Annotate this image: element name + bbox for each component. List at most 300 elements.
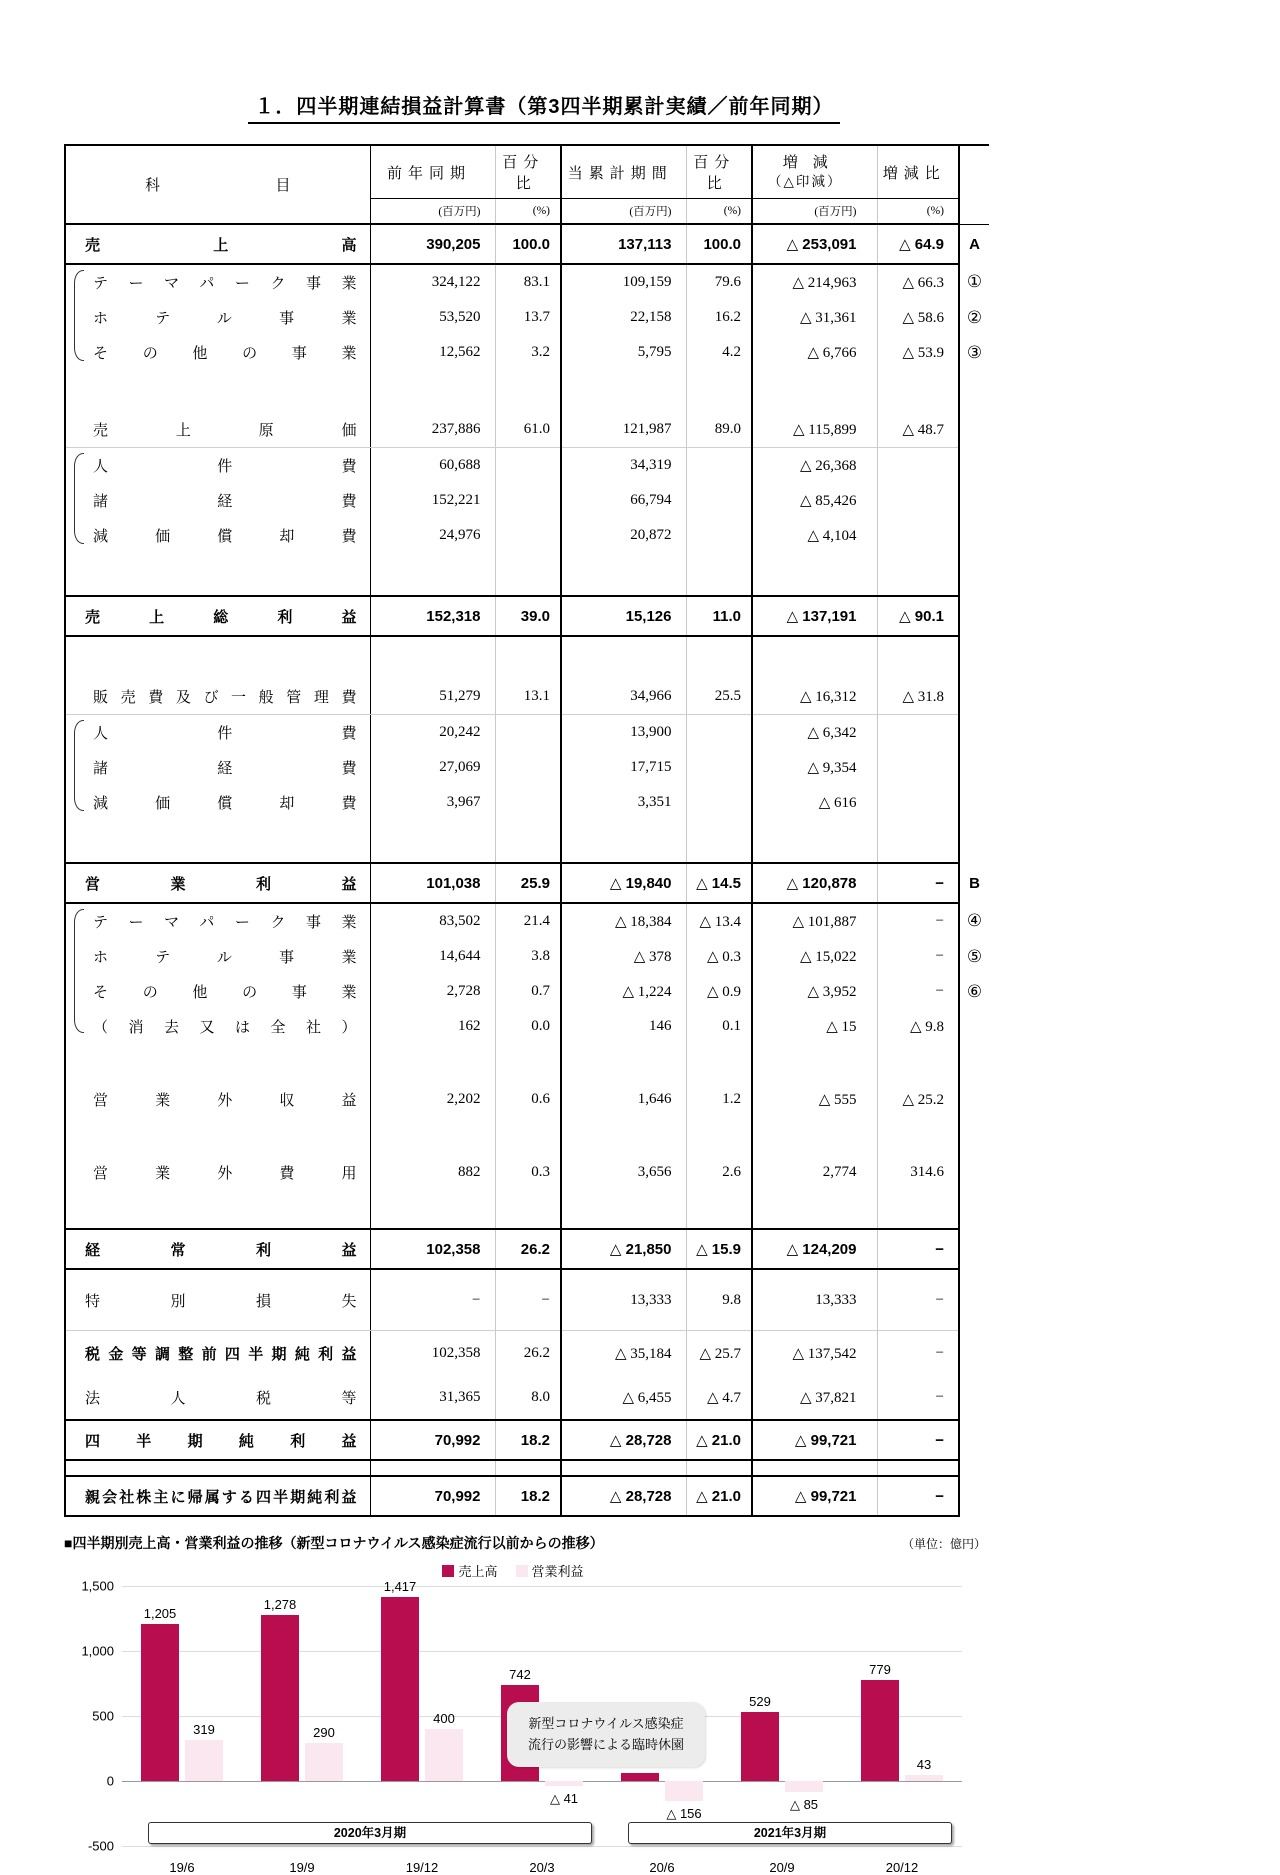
table-body bbox=[65, 224, 989, 1516]
x-tick-label: 20/9 bbox=[769, 1860, 795, 1875]
y-tick-label: -500 bbox=[87, 1838, 114, 1854]
prev-year-value-cell bbox=[370, 553, 495, 596]
row-marker bbox=[959, 1044, 989, 1082]
change-value-cell: △ 9,354 bbox=[752, 750, 877, 785]
profit-bar bbox=[425, 1729, 463, 1781]
change-value-cell: △ 115,899 bbox=[752, 412, 877, 448]
bar-value-label: △ 156 bbox=[666, 1806, 702, 1821]
current-value-cell: △ 19,840 bbox=[561, 863, 686, 903]
x-tick-label: 20/3 bbox=[529, 1860, 555, 1875]
prev-year-value-cell bbox=[370, 820, 495, 863]
table-row bbox=[65, 679, 989, 715]
row-marker bbox=[959, 483, 989, 518]
row-marker: ⑥ bbox=[966, 981, 983, 1001]
table-row bbox=[65, 1009, 989, 1044]
unit-ratio: (%) bbox=[877, 199, 959, 225]
item-label-cell: 営業外収益 bbox=[65, 1082, 370, 1117]
current-value-cell: △ 6,455 bbox=[561, 1375, 686, 1420]
row-marker bbox=[959, 412, 989, 448]
item-label-cell: 税金等調整前四半期純利益 bbox=[65, 1331, 370, 1376]
prev-year-value-cell: 12,562 bbox=[370, 335, 495, 370]
current-percent-cell: △ 0.3 bbox=[686, 939, 752, 974]
row-marker bbox=[959, 1082, 989, 1117]
current-percent-cell: △ 21.0 bbox=[686, 1476, 752, 1516]
change-value-cell bbox=[752, 1117, 877, 1155]
prev-year-value-cell: 53,520 bbox=[370, 300, 495, 335]
item-label-cell: 売上高 bbox=[65, 224, 370, 264]
change-ratio-cell bbox=[877, 370, 959, 412]
y-tick-label: 0 bbox=[106, 1773, 114, 1789]
current-percent-cell: 89.0 bbox=[686, 412, 752, 448]
header-item: 科目 bbox=[65, 145, 370, 224]
change-value-cell: △ 120,878 bbox=[752, 863, 877, 903]
change-value-cell bbox=[752, 820, 877, 863]
prev-year-percent-cell bbox=[495, 553, 561, 596]
table-row bbox=[65, 1420, 989, 1460]
change-ratio-cell bbox=[877, 1190, 959, 1229]
change-value-cell: △ 26,368 bbox=[752, 448, 877, 484]
prev-year-value-cell bbox=[370, 1190, 495, 1229]
prev-year-percent-cell bbox=[495, 483, 561, 518]
bar-group bbox=[362, 1579, 482, 1846]
change-ratio-cell: − bbox=[877, 1269, 959, 1331]
current-percent-cell: △ 13.4 bbox=[686, 903, 752, 939]
row-marker bbox=[959, 1009, 989, 1044]
current-percent-cell: △ 4.7 bbox=[686, 1375, 752, 1420]
table-row bbox=[65, 750, 989, 785]
sales-bar bbox=[741, 1712, 779, 1781]
current-percent-cell bbox=[686, 636, 752, 679]
current-value-cell bbox=[561, 553, 686, 596]
change-ratio-cell: △ 66.3 bbox=[877, 264, 959, 300]
change-value-cell bbox=[752, 553, 877, 596]
row-marker: ② bbox=[966, 307, 983, 327]
change-value-cell: △ 555 bbox=[752, 1082, 877, 1117]
row-marker bbox=[959, 785, 989, 820]
current-percent-cell: △ 25.7 bbox=[686, 1331, 752, 1376]
table-row bbox=[65, 596, 989, 636]
item-label-cell: テーマパーク事業 bbox=[65, 903, 370, 939]
x-tick-label: 19/12 bbox=[405, 1860, 439, 1875]
table-row bbox=[65, 224, 989, 264]
table-row bbox=[65, 264, 989, 300]
bar-value-label: △ 41 bbox=[549, 1791, 579, 1806]
profit-bar bbox=[665, 1781, 703, 1801]
item-label-cell: その他の事業 bbox=[65, 335, 370, 370]
item-label-cell: 営業利益 bbox=[65, 863, 370, 903]
item-label-cell: 人件費 bbox=[65, 715, 370, 751]
item-label-cell: 人件費 bbox=[65, 448, 370, 484]
profit-bar bbox=[305, 1743, 343, 1781]
prev-year-percent-cell: 13.7 bbox=[495, 300, 561, 335]
change-value-cell: △ 616 bbox=[752, 785, 877, 820]
current-value-cell: △ 28,728 bbox=[561, 1420, 686, 1460]
prev-year-percent-cell: 8.0 bbox=[495, 1375, 561, 1420]
change-value-cell: △ 15,022 bbox=[752, 939, 877, 974]
current-value-cell: 121,987 bbox=[561, 412, 686, 448]
change-value-cell: △ 85,426 bbox=[752, 483, 877, 518]
prev-year-value-cell: 237,886 bbox=[370, 412, 495, 448]
table-row bbox=[65, 939, 989, 974]
bar-group bbox=[842, 1586, 962, 1846]
current-percent-cell bbox=[686, 553, 752, 596]
sales-bar bbox=[381, 1597, 419, 1781]
table-row bbox=[65, 1269, 989, 1331]
row-marker bbox=[959, 679, 989, 715]
current-value-cell bbox=[561, 1460, 686, 1476]
prev-year-percent-cell bbox=[495, 636, 561, 679]
chart-annotation bbox=[507, 1702, 705, 1767]
row-marker bbox=[959, 448, 989, 484]
row-marker bbox=[959, 553, 989, 596]
current-percent-cell bbox=[686, 448, 752, 484]
legend-item bbox=[442, 1561, 497, 1580]
change-ratio-cell: △ 48.7 bbox=[877, 412, 959, 448]
current-value-cell: △ 1,224 bbox=[561, 974, 686, 1009]
row-marker bbox=[959, 1155, 989, 1190]
change-ratio-cell bbox=[877, 483, 959, 518]
x-tick-label: 20/12 bbox=[885, 1860, 919, 1875]
sales-bar bbox=[861, 1680, 899, 1781]
change-ratio-cell bbox=[877, 820, 959, 863]
change-value-cell bbox=[752, 1044, 877, 1082]
current-value-cell bbox=[561, 636, 686, 679]
bar-value-label: 529 bbox=[749, 1694, 771, 1709]
table-row bbox=[65, 518, 989, 553]
prev-year-value-cell: 83,502 bbox=[370, 903, 495, 939]
prev-year-value-cell: 14,644 bbox=[370, 939, 495, 974]
bar-value-label: 319 bbox=[193, 1722, 215, 1737]
current-percent-cell: △ 15.9 bbox=[686, 1229, 752, 1269]
prev-year-percent-cell bbox=[495, 750, 561, 785]
unit-diff: (百万円) bbox=[752, 199, 877, 225]
income-statement-table bbox=[64, 144, 989, 1517]
bar-value-label: 290 bbox=[313, 1725, 335, 1740]
chart-plot-area bbox=[122, 1579, 962, 1846]
fiscal-period-box: 2021年3月期 bbox=[628, 1822, 952, 1844]
prev-year-value-cell: 102,358 bbox=[370, 1331, 495, 1376]
change-value-cell: △ 101,887 bbox=[752, 903, 877, 939]
item-label-cell: 経常利益 bbox=[65, 1229, 370, 1269]
prev-year-value-cell: 102,358 bbox=[370, 1229, 495, 1269]
legend-swatch bbox=[516, 1565, 528, 1577]
x-tick-label: 20/6 bbox=[649, 1860, 675, 1875]
table-row bbox=[65, 903, 989, 939]
current-percent-cell bbox=[686, 715, 752, 751]
table-row bbox=[65, 1460, 989, 1476]
current-value-cell bbox=[561, 370, 686, 412]
prev-year-value-cell: 3,967 bbox=[370, 785, 495, 820]
prev-year-percent-cell bbox=[495, 1044, 561, 1082]
item-label-cell: 売上総利益 bbox=[65, 596, 370, 636]
item-label-cell: 特別損失 bbox=[65, 1269, 370, 1331]
change-ratio-cell bbox=[877, 553, 959, 596]
current-percent-cell: 0.1 bbox=[686, 1009, 752, 1044]
prev-year-value-cell: 152,318 bbox=[370, 596, 495, 636]
chart-title: ■四半期別売上高・営業利益の推移（新型コロナウイルス感染症流行以前からの推移） bbox=[64, 1535, 604, 1551]
current-value-cell: △ 28,728 bbox=[561, 1476, 686, 1516]
prev-year-percent-cell bbox=[495, 715, 561, 751]
current-value-cell: 22,158 bbox=[561, 300, 686, 335]
change-ratio-cell bbox=[877, 750, 959, 785]
current-percent-cell bbox=[686, 1190, 752, 1229]
item-label-cell: 減価償却費 bbox=[65, 785, 370, 820]
header-prev-year: 前年同期 bbox=[370, 145, 495, 199]
current-value-cell: 34,319 bbox=[561, 448, 686, 484]
prev-year-percent-cell bbox=[495, 820, 561, 863]
current-value-cell bbox=[561, 820, 686, 863]
prev-year-percent-cell: 26.2 bbox=[495, 1331, 561, 1376]
change-ratio-cell bbox=[877, 518, 959, 553]
item-label-cell bbox=[65, 1117, 370, 1155]
prev-year-percent-cell bbox=[495, 518, 561, 553]
prev-year-percent-cell: 0.0 bbox=[495, 1009, 561, 1044]
table-row bbox=[65, 1476, 989, 1516]
prev-year-value-cell: 152,221 bbox=[370, 483, 495, 518]
prev-year-value-cell: 2,728 bbox=[370, 974, 495, 1009]
current-percent-cell: △ 0.9 bbox=[686, 974, 752, 1009]
change-ratio-cell: △ 31.8 bbox=[877, 679, 959, 715]
change-ratio-cell bbox=[877, 636, 959, 679]
change-value-cell: △ 3,952 bbox=[752, 974, 877, 1009]
prev-year-percent-cell bbox=[495, 1117, 561, 1155]
current-value-cell: 13,900 bbox=[561, 715, 686, 751]
current-value-cell: 15,126 bbox=[561, 596, 686, 636]
change-value-cell: △ 124,209 bbox=[752, 1229, 877, 1269]
prev-year-percent-cell: 100.0 bbox=[495, 224, 561, 264]
prev-year-percent-cell: 61.0 bbox=[495, 412, 561, 448]
sales-bar bbox=[621, 1773, 659, 1781]
table-row bbox=[65, 553, 989, 596]
change-ratio-cell: − bbox=[877, 1375, 959, 1420]
item-label-cell: 販売費及び一般管理費 bbox=[65, 679, 370, 715]
change-ratio-cell: △ 53.9 bbox=[877, 335, 959, 370]
change-value-cell: △ 99,721 bbox=[752, 1476, 877, 1516]
current-percent-cell: 4.2 bbox=[686, 335, 752, 370]
header-percent-2: 百分比 bbox=[686, 145, 752, 199]
item-label-cell bbox=[65, 370, 370, 412]
current-percent-cell: 25.5 bbox=[686, 679, 752, 715]
legend-swatch bbox=[442, 1565, 454, 1577]
current-value-cell: 5,795 bbox=[561, 335, 686, 370]
profit-bar bbox=[545, 1781, 583, 1786]
current-value-cell: 109,159 bbox=[561, 264, 686, 300]
change-ratio-cell: △ 9.8 bbox=[877, 1009, 959, 1044]
current-value-cell: 1,646 bbox=[561, 1082, 686, 1117]
chart-unit-note: （単位：億円） bbox=[901, 1537, 986, 1551]
header-percent-1: 百分比 bbox=[495, 145, 561, 199]
change-ratio-cell: − bbox=[877, 863, 959, 903]
prev-year-percent-cell: 25.9 bbox=[495, 863, 561, 903]
item-label-cell bbox=[65, 1044, 370, 1082]
row-marker bbox=[959, 820, 989, 863]
x-tick-label: 19/9 bbox=[289, 1860, 315, 1875]
prev-year-percent-cell bbox=[495, 370, 561, 412]
row-marker bbox=[959, 370, 989, 412]
unit-cur: (百万円) bbox=[561, 199, 686, 225]
prev-year-value-cell bbox=[370, 636, 495, 679]
prev-year-value-cell: 882 bbox=[370, 1155, 495, 1190]
table-row bbox=[65, 370, 989, 412]
change-ratio-cell: − bbox=[877, 1476, 959, 1516]
fiscal-period-box: 2020年3月期 bbox=[148, 1822, 592, 1844]
header-marker-spacer bbox=[959, 145, 989, 224]
current-value-cell: 137,113 bbox=[561, 224, 686, 264]
change-ratio-cell: △ 58.6 bbox=[877, 300, 959, 335]
current-percent-cell bbox=[686, 1044, 752, 1082]
profit-bar bbox=[905, 1775, 943, 1781]
item-label-cell: 親会社株主に帰属する四半期純利益 bbox=[65, 1476, 370, 1516]
item-label-cell bbox=[65, 636, 370, 679]
prev-year-value-cell: 70,992 bbox=[370, 1420, 495, 1460]
quarterly-chart-section bbox=[64, 1533, 1024, 1875]
chart-x-axis bbox=[122, 1860, 962, 1875]
current-value-cell: 34,966 bbox=[561, 679, 686, 715]
current-percent-cell: 79.6 bbox=[686, 264, 752, 300]
prev-year-percent-cell bbox=[495, 1460, 561, 1476]
prev-year-percent-cell: 13.1 bbox=[495, 679, 561, 715]
legend-item bbox=[516, 1561, 584, 1580]
change-ratio-cell: 314.6 bbox=[877, 1155, 959, 1190]
row-marker: ③ bbox=[966, 342, 983, 362]
current-value-cell: △ 21,850 bbox=[561, 1229, 686, 1269]
prev-year-value-cell: 70,992 bbox=[370, 1476, 495, 1516]
change-ratio-cell: − bbox=[877, 974, 959, 1009]
prev-year-value-cell bbox=[370, 370, 495, 412]
current-percent-cell bbox=[686, 1460, 752, 1476]
table-row bbox=[65, 300, 989, 335]
prev-year-percent-cell: − bbox=[495, 1269, 561, 1331]
current-percent-cell: △ 14.5 bbox=[686, 863, 752, 903]
item-label-cell bbox=[65, 1190, 370, 1229]
current-percent-cell bbox=[686, 1117, 752, 1155]
y-tick-label: 1,000 bbox=[81, 1643, 114, 1659]
row-marker bbox=[959, 750, 989, 785]
annotation-line-2: 流行の影響による臨時休園 bbox=[527, 1737, 684, 1753]
page-title: １．四半期連結損益計算書（第3四半期累計実績／前年同期） bbox=[248, 90, 839, 124]
prev-year-value-cell: 24,976 bbox=[370, 518, 495, 553]
prev-year-percent-cell: 0.7 bbox=[495, 974, 561, 1009]
change-ratio-cell bbox=[877, 785, 959, 820]
row-marker bbox=[959, 1375, 989, 1420]
change-value-cell bbox=[752, 636, 877, 679]
table-row bbox=[65, 974, 989, 1009]
item-label-cell: 法人税等 bbox=[65, 1375, 370, 1420]
prev-year-value-cell: 51,279 bbox=[370, 679, 495, 715]
prev-year-value-cell: 2,202 bbox=[370, 1082, 495, 1117]
change-ratio-cell: △ 64.9 bbox=[877, 224, 959, 264]
change-value-cell: △ 6,342 bbox=[752, 715, 877, 751]
prev-year-percent-cell: 83.1 bbox=[495, 264, 561, 300]
row-marker: A bbox=[969, 235, 980, 253]
current-value-cell bbox=[561, 1117, 686, 1155]
change-value-cell: △ 16,312 bbox=[752, 679, 877, 715]
prev-year-value-cell: 31,365 bbox=[370, 1375, 495, 1420]
current-value-cell: △ 378 bbox=[561, 939, 686, 974]
prev-year-value-cell bbox=[370, 1117, 495, 1155]
change-value-cell: △ 253,091 bbox=[752, 224, 877, 264]
change-value-cell: △ 214,963 bbox=[752, 264, 877, 300]
item-label-cell: 営業外費用 bbox=[65, 1155, 370, 1190]
prev-year-percent-cell bbox=[495, 448, 561, 484]
change-ratio-cell: △ 25.2 bbox=[877, 1082, 959, 1117]
row-marker: ① bbox=[966, 272, 983, 291]
change-ratio-cell bbox=[877, 715, 959, 751]
prev-year-value-cell: 27,069 bbox=[370, 750, 495, 785]
prev-year-percent-cell bbox=[495, 1190, 561, 1229]
table-row bbox=[65, 1375, 989, 1420]
change-value-cell: △ 99,721 bbox=[752, 1420, 877, 1460]
row-marker: ④ bbox=[966, 911, 983, 930]
row-marker bbox=[959, 1460, 989, 1476]
current-percent-cell: 100.0 bbox=[686, 224, 752, 264]
chart-legend bbox=[64, 1561, 962, 1580]
current-percent-cell bbox=[686, 483, 752, 518]
change-value-cell: △ 4,104 bbox=[752, 518, 877, 553]
prev-year-value-cell: 390,205 bbox=[370, 224, 495, 264]
change-ratio-cell: − bbox=[877, 1331, 959, 1376]
sales-bar bbox=[141, 1624, 179, 1781]
profit-bar bbox=[785, 1781, 823, 1792]
row-marker bbox=[959, 1269, 989, 1331]
item-label-cell bbox=[65, 820, 370, 863]
change-value-cell: △ 137,191 bbox=[752, 596, 877, 636]
table-row bbox=[65, 335, 989, 370]
current-percent-cell: 1.2 bbox=[686, 1082, 752, 1117]
current-value-cell: 17,715 bbox=[561, 750, 686, 785]
table-row bbox=[65, 636, 989, 679]
change-value-cell: 13,333 bbox=[752, 1269, 877, 1331]
item-label-cell: テーマパーク事業 bbox=[65, 264, 370, 300]
change-ratio-cell: − bbox=[877, 903, 959, 939]
change-ratio-cell: △ 90.1 bbox=[877, 596, 959, 636]
prev-year-percent-cell: 0.3 bbox=[495, 1155, 561, 1190]
row-marker bbox=[959, 1117, 989, 1155]
current-value-cell: 146 bbox=[561, 1009, 686, 1044]
item-label-cell: その他の事業 bbox=[65, 974, 370, 1009]
change-value-cell: △ 31,361 bbox=[752, 300, 877, 335]
item-label-cell: 諸経費 bbox=[65, 483, 370, 518]
row-marker bbox=[959, 1476, 989, 1516]
table-row bbox=[65, 1229, 989, 1269]
y-tick-label: 500 bbox=[92, 1708, 114, 1724]
current-value-cell: 13,333 bbox=[561, 1269, 686, 1331]
change-value-cell: 2,774 bbox=[752, 1155, 877, 1190]
current-percent-cell: 16.2 bbox=[686, 300, 752, 335]
bar-value-label: 779 bbox=[869, 1662, 891, 1677]
row-marker: ⑤ bbox=[966, 946, 983, 966]
bar-group bbox=[242, 1586, 362, 1846]
current-value-cell bbox=[561, 1190, 686, 1229]
bar-value-label: 1,205 bbox=[143, 1606, 177, 1621]
bar-group bbox=[122, 1586, 242, 1846]
prev-year-percent-cell: 3.8 bbox=[495, 939, 561, 974]
unit-pct2: (%) bbox=[686, 199, 752, 225]
bar-group bbox=[722, 1586, 842, 1846]
change-ratio-cell: − bbox=[877, 1229, 959, 1269]
prev-year-percent-cell bbox=[495, 785, 561, 820]
change-value-cell: △ 15 bbox=[752, 1009, 877, 1044]
change-value-cell bbox=[752, 370, 877, 412]
y-tick-label: 1,500 bbox=[81, 1578, 114, 1594]
table-row bbox=[65, 483, 989, 518]
current-percent-cell bbox=[686, 370, 752, 412]
header-change-ratio: 増減比 bbox=[877, 145, 959, 199]
current-value-cell: 3,351 bbox=[561, 785, 686, 820]
prev-year-percent-cell: 18.2 bbox=[495, 1476, 561, 1516]
prev-year-value-cell bbox=[370, 1460, 495, 1476]
row-marker bbox=[959, 596, 989, 636]
